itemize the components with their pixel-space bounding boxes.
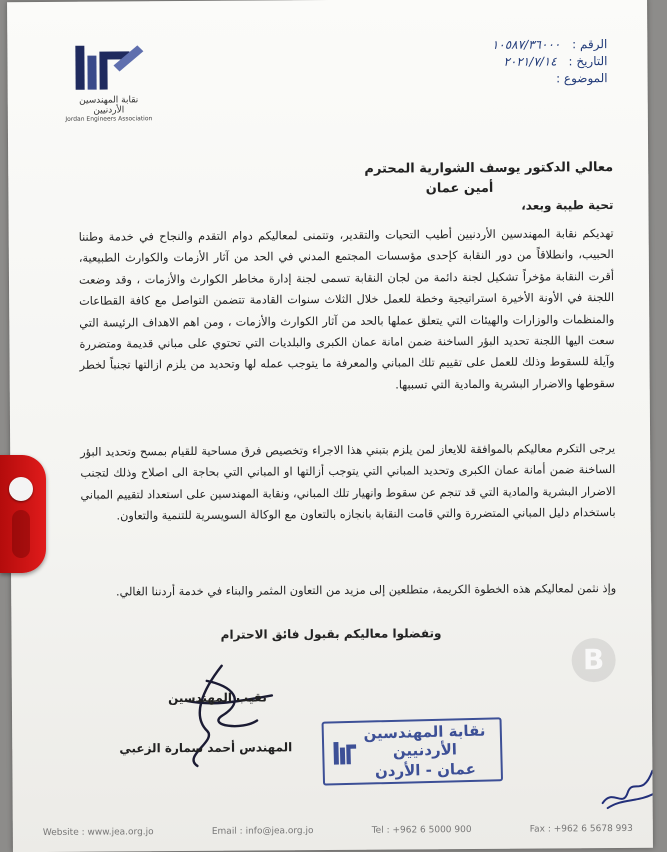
- logo-org-name-en: Jordan Engineers Association: [65, 115, 153, 123]
- stamp-logo-icon: [332, 733, 358, 774]
- letter-page: [7, 0, 653, 852]
- meta-date-row: [492, 53, 608, 71]
- stamp-line1: نقابة المهندسين الأردنيين: [363, 721, 486, 760]
- closing-line: وتفضلوا معاليكم بقبول فائق الاحترام: [220, 626, 442, 642]
- stamp-text: [357, 721, 493, 780]
- number-label: الرقم :: [572, 37, 608, 52]
- stamp-line2: عمان - الأردن: [374, 759, 477, 781]
- footer-website: Website : www.jea.org.jo: [42, 827, 154, 839]
- paragraph-2: يرجى التكرم معاليكم بالموافقة للايعاز لمن يلزم بتبني هذا الاجراء وتخصيص فرق مساحية للقيام بمسح وتحديد البؤر الساخنة ضمن أمانة عمان الكبرى وتحديد المباني التي يتوجب أزالتها او المباني التي بحاجة الى اصلاح وذلك لتجنب الاضرار البشرية والمادية التي قد تنجم عن سقوط وانهيار تلك المباني، ونقابة المهندسين على استعداد لتقييم المباني باستخدام دليل المباني المتضررة والتي قامت النقابة بانجازه بالتعاون مع الوكالة السويسرية للتنمية والتعاون.: [80, 442, 616, 523]
- logo-org-name-ar: نقابة المهندسين الأردنيين: [79, 95, 139, 116]
- date-label: التاريخ :: [568, 54, 608, 69]
- number-value: ١٠٥٨٧/٣٦٠٠٠: [491, 37, 561, 52]
- addressee: [78, 158, 613, 202]
- handle-track: [12, 510, 30, 558]
- addressee-line2: أمين عمان: [425, 180, 494, 197]
- jea-logo-icon: [63, 41, 153, 94]
- jea-logo: [63, 41, 154, 123]
- addressee-line1: معالي الدكتور يوسف الشوارية المحترم: [364, 160, 614, 177]
- drag-handle-icon[interactable]: [9, 477, 33, 501]
- meta-number-row: [492, 36, 608, 54]
- letter-footer: [43, 824, 633, 838]
- initial-signature-icon: [597, 763, 653, 813]
- greeting: تحية طيبة وبعد،: [521, 198, 614, 213]
- official-stamp: [322, 717, 504, 785]
- meta-subject-row: [492, 70, 608, 88]
- signatory-name: المهندس أحمد سمارة الزعبي: [119, 740, 293, 756]
- footer-email: Email : info@jea.org.jo: [211, 826, 314, 837]
- letter-meta: [492, 36, 608, 88]
- paragraph-3: وإذ نثمن لمعاليكم هذه الخطوة الكريمة، متطلعين إلى مزيد من التعاون المثمر والبناء في خدمة أردننا الغالي.: [115, 582, 617, 599]
- watermark-logo: B: [571, 638, 615, 682]
- footer-tel: Tel : +962 6 5000 900: [371, 825, 472, 836]
- side-drag-handle[interactable]: [0, 455, 46, 573]
- footer-fax: Fax : +962 6 5678 993: [529, 823, 633, 835]
- paragraph-1: تهديكم نقابة المهندسين الأردنيين أطيب التحيات والتقدير، وتتمنى لمعاليكم دوام التقدم والنجاح في خدمة وطننا الحبيب، وانطلاقاً من دور النقابة كإحدى مؤسسات المجتمع المدني في الحد من آثار الأزمات والكوارث الطبيعية، أقرت النقابة مؤخراً تشكيل لجنة دائمة من لجان النقابة تسمى لجنة إدارة مخاطر الكوارث والأزمات ، وقد وضعت اللجنة في الأونة الأخيرة استراتيجية وخطة للعمل خلال الثلاث سنوات القادمة تتضمن التواصل مع كافة القطاعات والمنظمات والوزارات والهيئات التي يتعلق عملها بالحد من آثار الكوارث والأزمات ، ومن اهم الاهداف الرئيسة التي سعت اليها اللجنة تحديد البؤر الساخنة ضمن امانة عمان الكبرى والبلديات التي تحتوي على مباني قديمة ومتضررة وآيلة للسقوط وذلك للعمل على تقييم تلك المباني والمعرفة ما يتوجب عمله لها وتحديد من يلزم ازالتها تجنباً لخطر سقوطها والاضرار البشرية والمادية التي تسببها.: [78, 227, 615, 392]
- subject-label: الموضوع :: [555, 71, 608, 86]
- signatory-title: نقيب المهندسين: [168, 690, 267, 706]
- date-value: ٢٠٢١/٧/١٤: [503, 54, 557, 69]
